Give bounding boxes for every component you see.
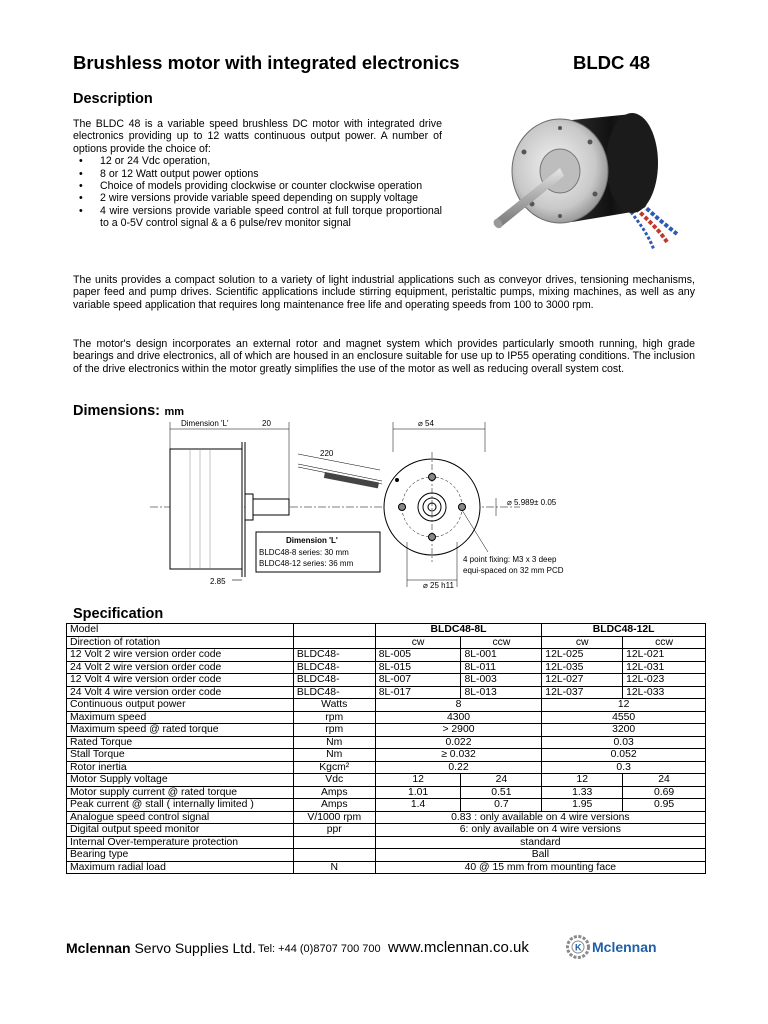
mclennan-logo-icon [566,935,590,959]
ccw-header: ccw [623,636,706,649]
split-rows [67,774,706,812]
table-cell: Maximum radial load [67,861,294,874]
specification-table [66,623,706,874]
table-cell: 8L-005 [375,649,461,662]
table-row [67,799,706,812]
table-cell: ppr [293,824,375,837]
option-item: • 2 wire versions provide variable speed depending on supply voltage [100,192,442,204]
table-cell: 8L-001 [461,649,542,662]
table-cell: 12L-021 [623,649,706,662]
table-cell: 12 [542,699,706,712]
table-cell: 4550 [542,711,706,724]
table-cell: 8 [375,699,542,712]
company-name-bold: Mclennan [66,940,131,956]
table-cell: 12L-025 [542,649,623,662]
table-cell: Internal Over-temperature protection [67,836,294,849]
table-cell: 0.51 [461,786,542,799]
table-row [67,811,706,824]
label-twenty: 20 [262,419,271,428]
table-cell: rpm [293,724,375,737]
table-cell: Maximum speed @ rated torque [67,724,294,737]
table-cell: BLDC48- [293,674,375,687]
design-paragraph: The motor's design incorporates an external rotor and magnet system which provides particularly smooth running, high grade bearings and drive electronics, all of which are housed in an enclosure suitable for use up to IP55 operating conditions. The inclusion of the drive electronics within the motor greatly simplifies the use of the motor as well as reducing overall system cost. [73,338,695,375]
label-dimension-l: Dimension 'L' [181,419,229,428]
table-row [67,661,706,674]
table-cell: 8L-003 [461,674,542,687]
table-cell: Digital output speed monitor [67,824,294,837]
table-cell: 12 Volt 2 wire version order code [67,649,294,662]
table-row [67,699,706,712]
dimensions-unit: mm [164,406,185,418]
footer-telephone: Tel: +44 (0)8707 700 700 [258,943,381,955]
table-row [67,774,706,787]
table-cell: > 2900 [375,724,542,737]
table-row [67,686,706,699]
table-cell: 1.33 [542,786,623,799]
table-row [67,861,706,874]
footer-logo-text: Mclennan [592,939,657,955]
table-cell: 0.95 [623,799,706,812]
table-cell: Bearing type [67,849,294,862]
box-title: Dimension 'L' [286,536,338,545]
box-line-2: BLDC48-12 series: 36 mm [259,559,354,568]
table-row [67,824,706,837]
table-cell: 1.4 [375,799,461,812]
table-cell: 12L-035 [542,661,623,674]
table-row [67,836,706,849]
motor-photo [462,92,691,260]
table-cell: 24 Volt 4 wire version order code [67,686,294,699]
table-cell: ≥ 0.032 [375,749,542,762]
applications-paragraph: The units provides a compact solution to a variety of light industrial applications such as conveyor drives, tensioning mechanisms, paper feed and pump drives. Scientific applications include stirring equipment, peristaltic pumps, mixing machines, as well as any variable speed application that requires long maintenance free life and operating speeds from 100 to 3000 rpm. [73,274,695,311]
table-cell: Peak current @ stall ( internally limited ) [67,799,294,812]
table-cell: Rotor inertia [67,761,294,774]
order-code-rows [67,649,706,699]
table-cell: BLDC48- [293,661,375,674]
footer-company [66,940,256,956]
table-cell: 8L-013 [461,686,542,699]
model-label: Model [67,624,294,637]
table-cell: Vdc [293,774,375,787]
logo-letter: K [575,942,582,953]
table-cell: 12L-033 [623,686,706,699]
table-row [67,636,706,649]
table-cell: 0.022 [375,736,542,749]
table-cell: 3200 [542,724,706,737]
table-cell: Stall Torque [67,749,294,762]
table-cell: 6: only available on 4 wire versions [375,824,705,837]
table-cell: Kgcm² [293,761,375,774]
model-12-header: BLDC48-12L [542,624,706,637]
empty-cell [293,624,375,637]
table-cell: 8L-007 [375,674,461,687]
company-name-rest: Servo Supplies Ltd. [130,940,256,956]
table-cell: 0.22 [375,761,542,774]
table-cell: 0.83 : only available on 4 wire versions [375,811,705,824]
table-cell: 1.01 [375,786,461,799]
table-cell: V/1000 rpm [293,811,375,824]
model-8-header: BLDC48-8L [375,624,542,637]
table-cell: standard [375,836,705,849]
model-title: BLDC 48 [573,52,651,73]
table-cell: 12 [542,774,623,787]
table-row [67,724,706,737]
table-cell: Maximum speed [67,711,294,724]
table-cell: 24 Volt 2 wire version order code [67,661,294,674]
table-row [67,674,706,687]
label-shaft-diameter: ⌀ 5.989± 0.05 [507,498,557,507]
dimension-drawing [150,412,580,597]
table-cell: 8L-017 [375,686,461,699]
description-heading: Description [73,91,153,107]
rotation-label: Direction of rotation [67,636,294,649]
specification-heading: Specification [73,606,164,622]
description-block [73,118,442,230]
table-row [67,736,706,749]
table-cell: Nm [293,736,375,749]
option-item: • 12 or 24 Vdc operation, [100,155,442,167]
label-2-85: 2.85 [210,577,226,586]
box-line-1: BLDC48-8 series: 30 mm [259,548,349,557]
dimensions-heading: Dimensions: [73,403,161,419]
table-cell: 12L-027 [542,674,623,687]
table-cell: 0.69 [623,786,706,799]
table-cell: 8L-015 [375,661,461,674]
table-cell: 40 @ 15 mm from mounting face [375,861,705,874]
table-cell [293,836,375,849]
options-list [73,155,442,229]
table-row [67,786,706,799]
empty-cell [293,636,375,649]
table-cell: rpm [293,711,375,724]
footer-website[interactable]: www.mclennan.co.uk [388,939,529,956]
option-item: • Choice of models providing clockwise or counter clockwise operation [100,180,442,192]
table-row [67,849,706,862]
table-cell: 24 [623,774,706,787]
label-220: 220 [320,449,334,458]
table-cell: Continuous output power [67,699,294,712]
table-cell: Nm [293,749,375,762]
table-cell: 0.3 [542,761,706,774]
label-fixing-line2: equi-spaced on 32 mm PCD [463,566,564,575]
table-cell: Amps [293,799,375,812]
table-cell: Ball [375,849,705,862]
table-cell: 12 [375,774,461,787]
table-cell: 12L-037 [542,686,623,699]
table-cell: 12 Volt 4 wire version order code [67,674,294,687]
table-cell: Amps [293,786,375,799]
cw-header: cw [375,636,461,649]
table-cell: Rated Torque [67,736,294,749]
table-row [67,649,706,662]
label-fixing-line1: 4 point fixing: M3 x 3 deep [463,555,557,564]
table-cell: 0.052 [542,749,706,762]
table-cell: Motor Supply voltage [67,774,294,787]
label-diameter-54: ⌀ 54 [418,419,434,428]
table-cell: BLDC48- [293,649,375,662]
merged-rows [67,699,706,774]
option-item: • 4 wire versions provide variable speed control at full torque proportional to a 0-5V control signal & a 6 pulse/rev monitor signal [100,205,442,230]
table-cell: 8L-011 [461,661,542,674]
table-row [67,624,706,637]
table-cell: BLDC48- [293,686,375,699]
table-cell: 0.03 [542,736,706,749]
table-cell: N [293,861,375,874]
table-cell: 0.7 [461,799,542,812]
table-cell: Analogue speed control signal [67,811,294,824]
table-cell: 12L-031 [623,661,706,674]
document-title: Brushless motor with integrated electronics [73,52,460,73]
table-cell: 4300 [375,711,542,724]
table-row [67,761,706,774]
table-row [67,749,706,762]
label-diameter-25: ⌀ 25 h11 [423,581,454,590]
description-intro: The BLDC 48 is a variable speed brushless DC motor with integrated drive electronics providing up to 12 watts continuous output power. A number of options provide the choice of: [73,118,442,155]
table-cell: 12L-023 [623,674,706,687]
table-cell: Motor supply current @ rated torque [67,786,294,799]
cw-header: cw [542,636,623,649]
ccw-header: ccw [461,636,542,649]
table-cell [293,849,375,862]
full-rows [67,811,706,874]
table-cell: 1.95 [542,799,623,812]
option-item: • 8 or 12 Watt output power options [100,168,442,180]
table-row [67,711,706,724]
table-cell: 24 [461,774,542,787]
table-cell: Watts [293,699,375,712]
